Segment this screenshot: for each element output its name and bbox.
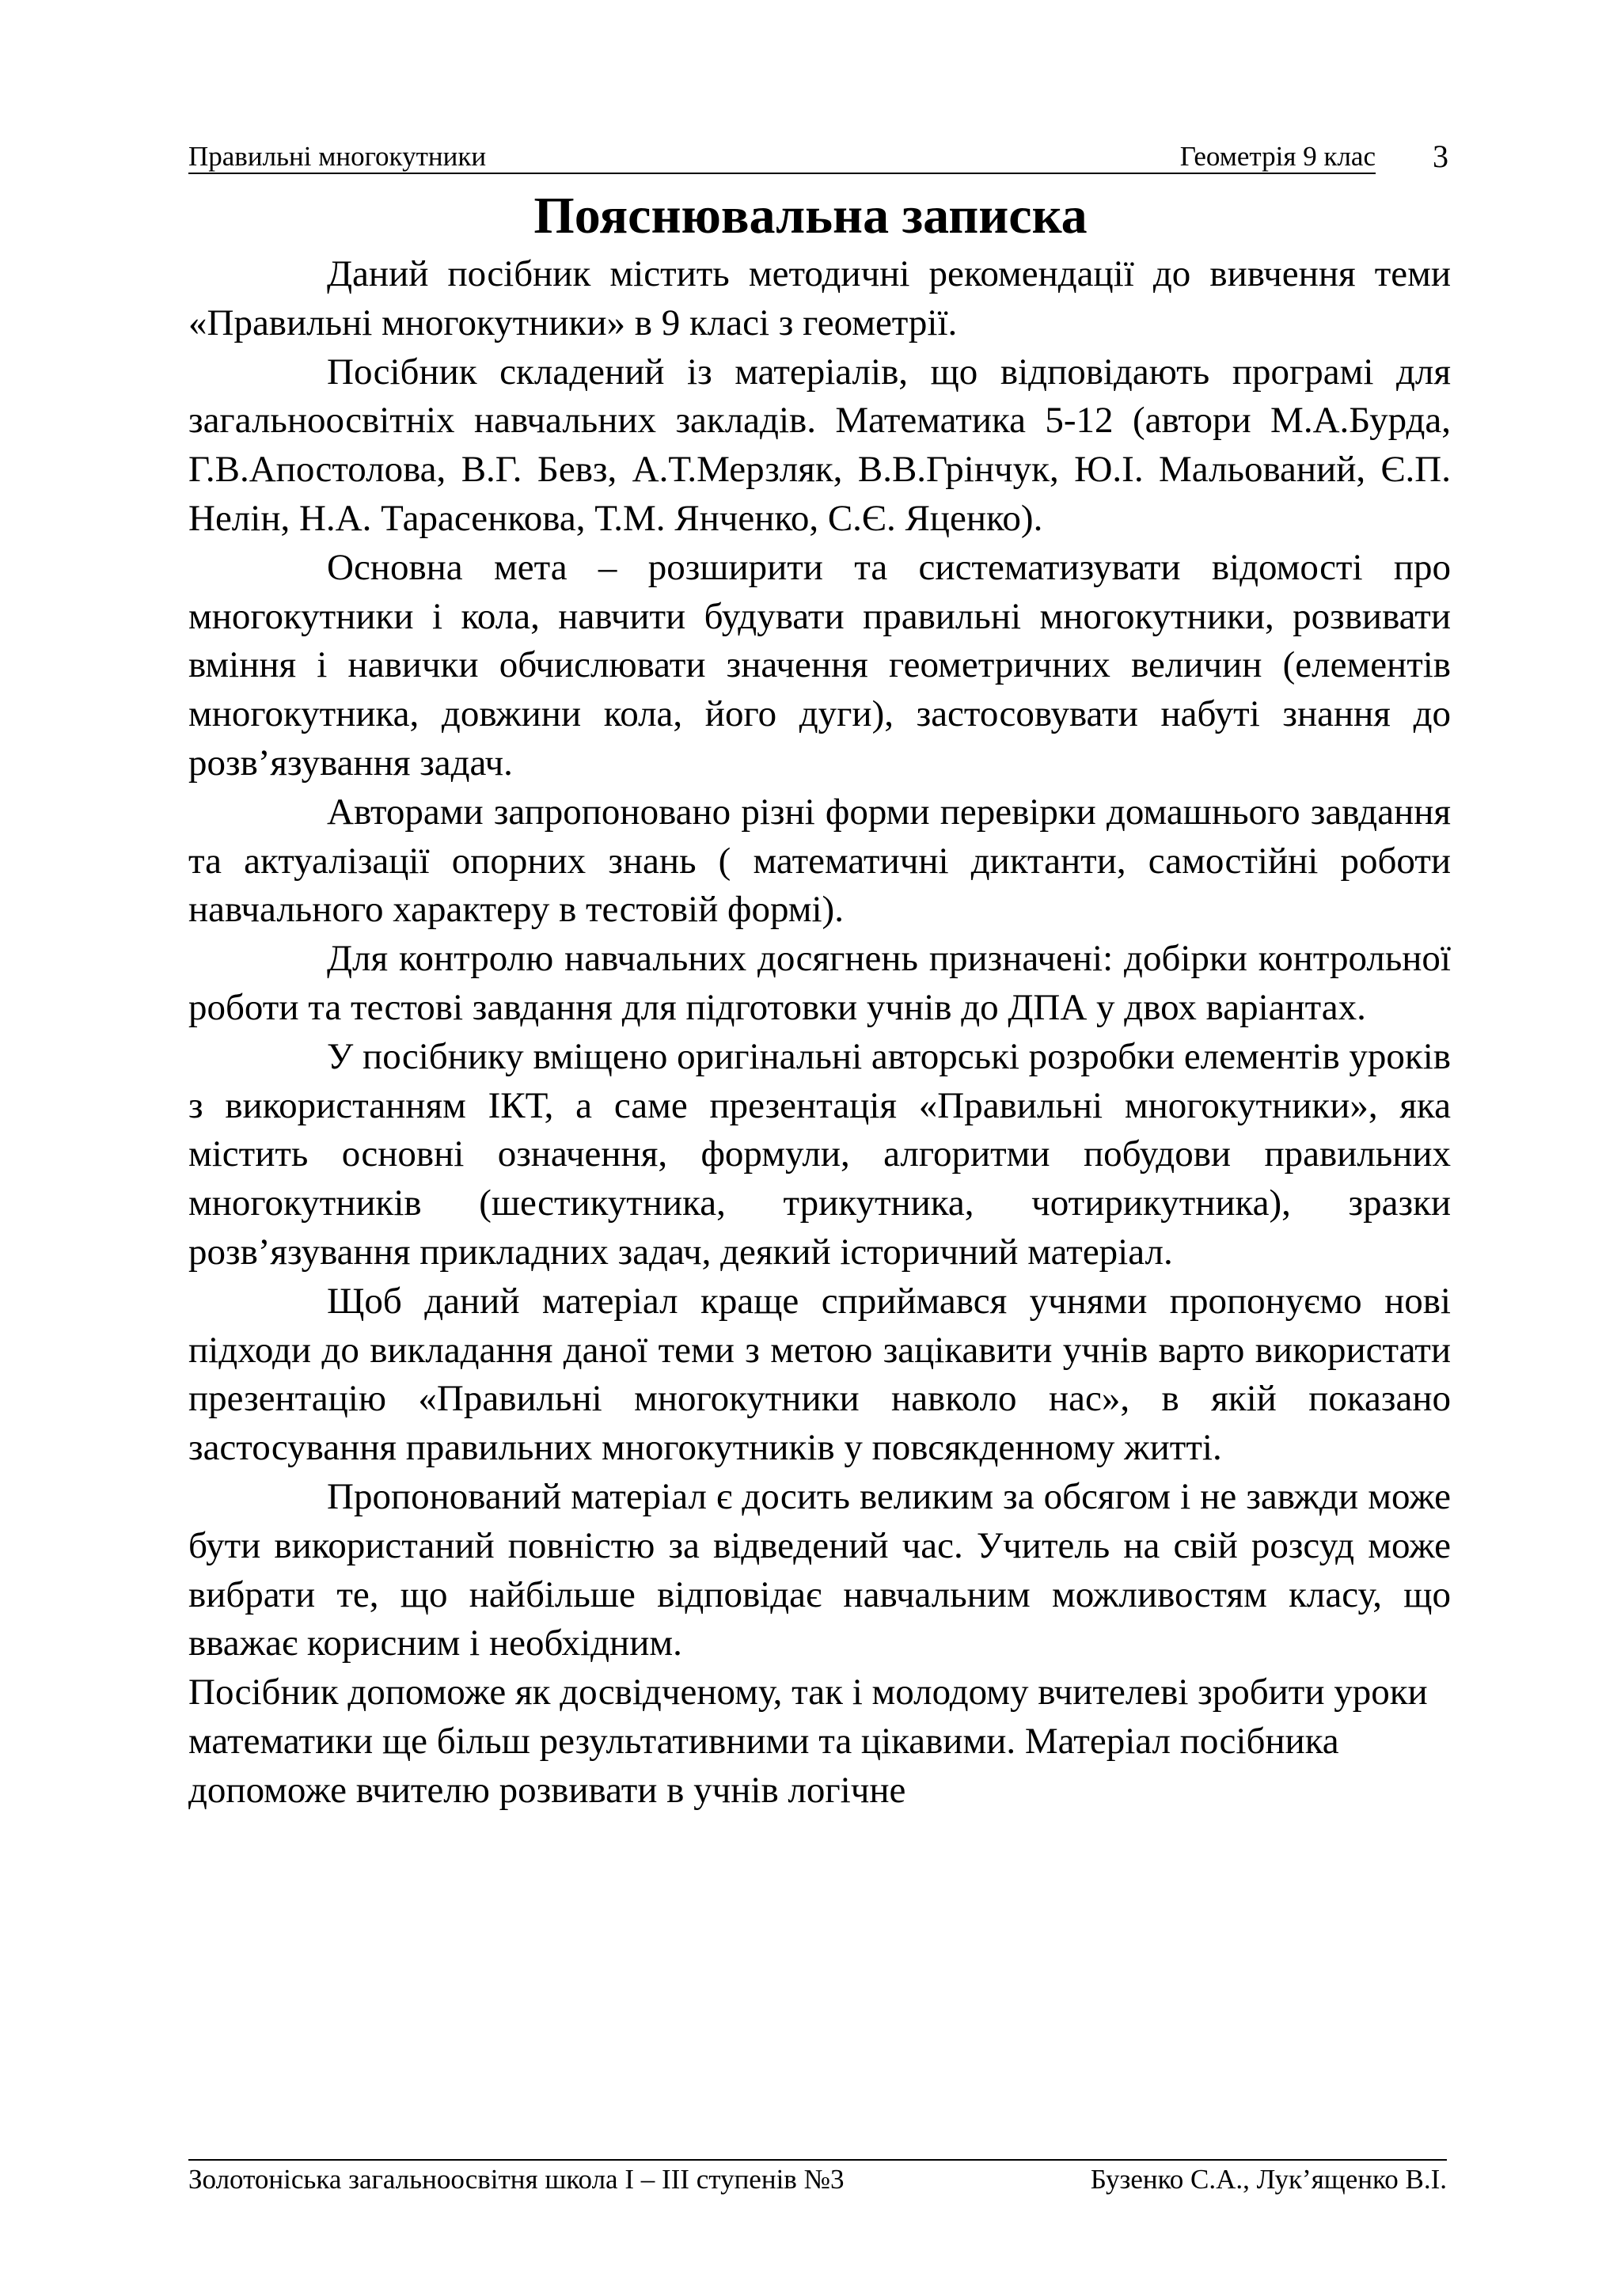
paragraph: Для контролю навчальних досягнень призначені: добірки контрольної роботи та тестові завдання для підготовки учнів до ДПА у двох варіантах. [188, 938, 1451, 1028]
paragraph: Посібник складений із матеріалів, що відповідають програмі для загальноосвітніх навчальних закладів. Математика 5-12 (автори М.А.Бурда, Г.В.Апостолова, В.Г. Бевз, А.Т.Мерзляк, В.В.Грінчук, Ю.І. Мальований, Є.П. Нелін, Н.А. Тарасенкова, Т.М. Янченко, С.Є. Яценко). [188, 351, 1451, 539]
paragraph: Авторами запропоновано різні форми перевірки домашнього завдання та актуалізації опорних знань ( математичні диктанти, самостійні роботи навчального характеру в тестовій формі). [188, 791, 1451, 931]
paragraph: У посібнику вміщено оригінальні авторські розробки елементів уроків з використанням ІКТ, а саме презентація «Правильні многокутники», яка містить основні означення, формули, алгоритми побудови правильних многокутників (шестикутника, трикутника, чотирикутника), зразки розв’язування прикладних задач, деякий історичний матеріал. [188, 1035, 1451, 1273]
header-subject: Геометрія 9 клас [1179, 141, 1376, 172]
paragraph: Основна мета – розширити та систематизувати відомості про многокутники і кола, навчити будувати правильні многокутники, розвивати вміння і навички обчислювати значення геометричних величин (елементів многокутника, довжини кола, його дуги), застосовувати набуті знання до розв’язування задач. [188, 546, 1451, 784]
paragraph: Пропонований матеріал є досить великим за обсягом і не завжди може бути використаний повністю за відведений час. Учитель на свій розсуд може вибрати те, що найбільше відповідає навчальним можливостям класу, що вважає корисним і необхідним. [188, 1475, 1451, 1664]
paragraph: Посібник допоможе як досвідченому, так і молодому вчителеві зробити уроки математики ще більш результативними та цікавими. Матеріал посібника допоможе вчителю розвивати в учнів логічне [188, 1672, 1428, 1811]
document-body [188, 250, 1451, 1816]
page-header [188, 141, 1376, 173]
paragraph: Щоб даний матеріал краще сприймався учнями пропонуємо нові підходи до викладання даної теми з метою зацікавити учнів варто використати презентацію «Правильні многокутники навколо нас», в якій показано застосування правильних многокутників у повсякденному житті. [188, 1280, 1451, 1469]
header-divider [188, 173, 1376, 174]
footer-divider [188, 2159, 1447, 2161]
footer-school: Золотоніська загальноосвітня школа І – ІІІ ступенів №3 [188, 2164, 845, 2195]
paragraph: Даний посібник містить методичні рекомендації до вивчення теми «Правильні многокутники» в 9 класі з геометрії. [188, 253, 1451, 343]
header-section-title: Правильні многокутники [188, 141, 487, 172]
page-footer [188, 2159, 1447, 2197]
page-number: 3 [1433, 139, 1448, 174]
footer-authors: Бузенко С.А., Лук’ященко В.І. [1090, 2164, 1447, 2195]
page-title: Пояснювальна записка [533, 187, 1088, 245]
